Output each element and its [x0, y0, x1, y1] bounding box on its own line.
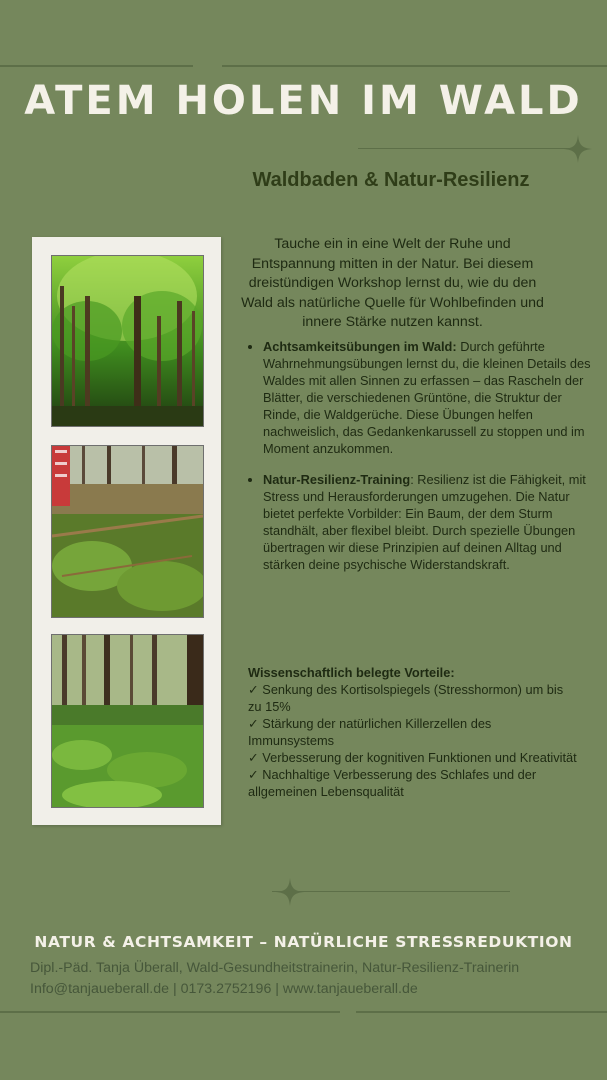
- footer-heading: NATUR & ACHTSAMKEIT – NATÜRLICHE STRESSREDUKTION: [34, 933, 573, 951]
- bullet-text: Durch geführte Wahrnehmungsübungen lernst du, die kleinen Details des Waldes mit allen Sinnen zu erfassen – das Rascheln der Blätter, die verschiedenen Grüntöne, die Struktur der Rinde, die Waldgerüche. Diese Übungen helfen nachweislich, das Gedankenkarussell zu stoppen und im Moment anzukommen.: [263, 339, 591, 456]
- footer-contact: Info@tanjaueberall.de | 0173.2752196 | www.tanjaueberall.de: [30, 981, 418, 997]
- photo-strip: [32, 237, 221, 825]
- sparkle-icon: [563, 134, 593, 164]
- benefit-item: ✓ Senkung des Kortisolspiegels (Stresshormon) um bis zu 15%: [248, 682, 564, 714]
- bottom-rule-right: [356, 1011, 607, 1013]
- list-item: [263, 338, 595, 457]
- bullet-text: : Resilienz ist die Fähigkeit, mit Stress und Herausforderungen umzugehen. Die Natur bietet perfekte Vorbilder: Ein Baum, der dem Sturm standhält, aber flexibel bleibt. Durch spezielle Übungen übertragen wir diese Prinzipien auf deinen Alltag und stärken deine psychische Widerstandskraft.: [263, 472, 586, 572]
- intro-paragraph: Tauche ein in eine Welt der Ruhe und Entspannung mitten in der Natur. Bei diesem dreistündigen Workshop lernst du, wie du den Wald als natürliche Quelle für Wohlbefinden und innere Stärke nutzen kannst.: [241, 236, 544, 330]
- benefit-item: ✓ Nachhaltige Verbesserung des Schlafes und der allgemeinen Lebensqualität: [248, 767, 537, 799]
- page-subtitle: Waldbaden & Natur-Resilienz: [252, 169, 530, 191]
- forest-canopy-photo: [51, 255, 204, 427]
- forest-floor-photo: [51, 445, 204, 618]
- benefits-section: [248, 664, 578, 800]
- bottom-rule-left: [0, 1011, 340, 1013]
- accent-rule-lower: [272, 891, 510, 892]
- benefit-item: ✓ Verbesserung der kognitiven Funktionen und Kreativität: [248, 750, 577, 765]
- benefits-heading: Wissenschaftlich belegte Vorteile:: [248, 665, 455, 680]
- benefit-item: ✓ Stärkung der natürlichen Killerzellen des Immunsystems: [248, 716, 492, 748]
- list-item: [263, 471, 595, 573]
- top-rule-left: [0, 65, 193, 67]
- page-title: ATEM HOLEN IM WALD: [24, 78, 583, 124]
- bullet-heading: Achtsamkeitsübungen im Wald:: [263, 339, 457, 354]
- footer-credentials: Dipl.-Päd. Tanja Überall, Wald-Gesundheitstrainerin, Natur-Resilienz-Trainerin: [30, 960, 520, 976]
- mossy-forest-photo: [51, 634, 204, 808]
- top-rule-right: [222, 65, 607, 67]
- accent-rule-upper: [358, 148, 583, 149]
- sparkle-icon: [275, 877, 305, 907]
- bullet-heading: Natur-Resilienz-Training: [263, 472, 411, 487]
- feature-list: [248, 338, 595, 587]
